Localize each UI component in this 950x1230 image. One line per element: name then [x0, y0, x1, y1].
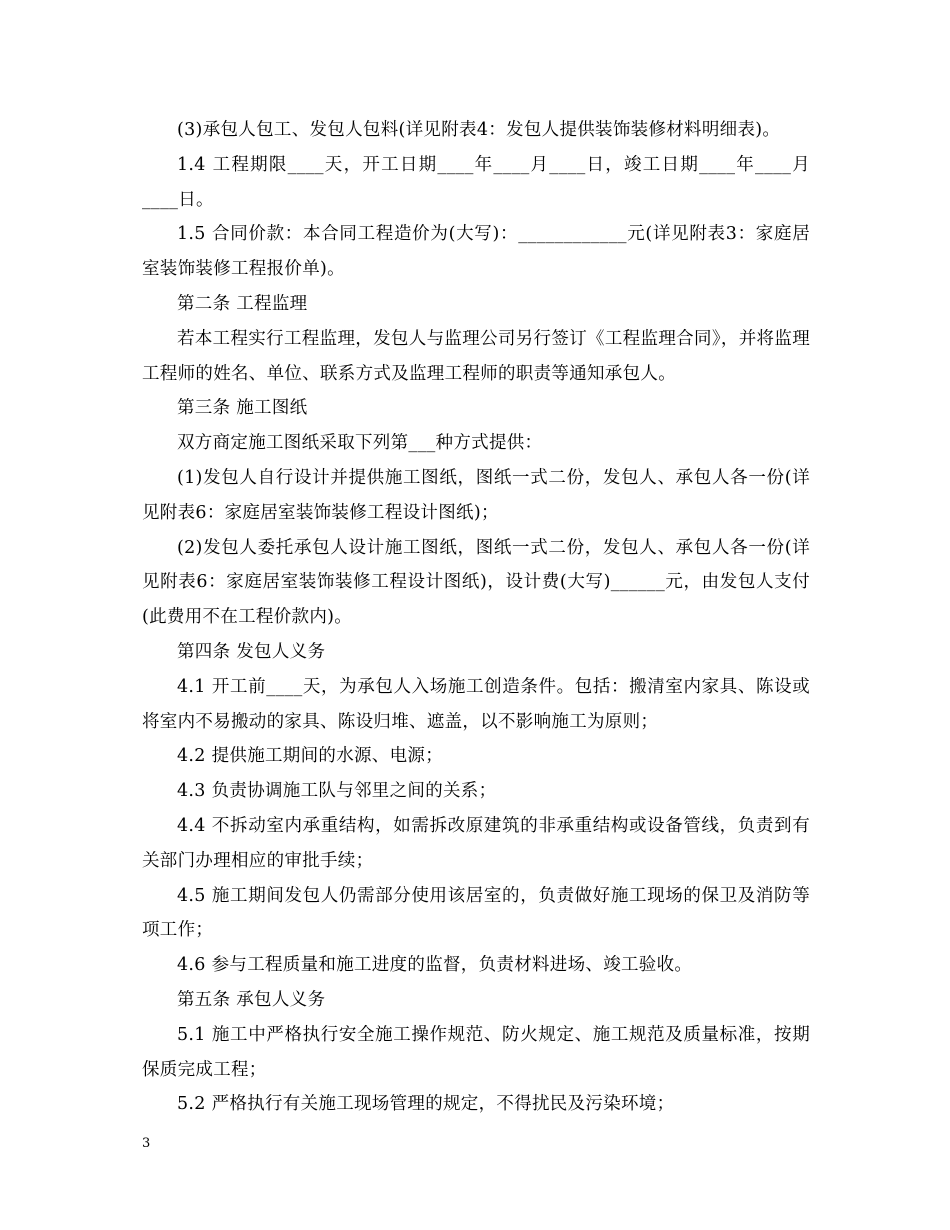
paragraph-5-1: 5.1 施工中严格执行安全施工操作规范、防火规定、施工规范及质量标准，按期保质完成工程； — [142, 1024, 810, 1080]
page-number: 3 — [142, 1136, 151, 1151]
paragraph-4-2: 4.2 提供施工期间的水源、电源； — [177, 746, 443, 767]
paragraph-drawing-option-1: (1)发包人自行设计并提供施工图纸，图纸一式二份，发包人、承包人各一份(详见附表6：家庭居室装饰装修工程设计图纸)； — [142, 467, 810, 523]
body-text — [142, 113, 810, 1122]
paragraph-contractor-materials: (3)承包人包工、发包人包料(详见附表4：发包人提供装饰装修材料明细表)。 — [177, 120, 781, 140]
paragraph-1-4-duration: 1.4 工程期限____天，开工日期____年____月____日，竣工日期____年____月____日。 — [142, 154, 810, 210]
heading-article-3: 第三条 施工图纸 — [177, 398, 308, 419]
paragraph-drawing-option-2: (2)发包人委托承包人设计施工图纸，图纸一式二份，发包人、承包人各一份(详见附表6：家庭居室装饰装修工程设计图纸)，设计费(大写)______元，由发包人支付(此费用不在工程价款内)。 — [142, 537, 810, 628]
paragraph-4-6: 4.6 参与工程质量和施工进度的监督，负责材料进场、竣工验收。 — [177, 955, 693, 976]
paragraph-drawing-method: 双方商定施工图纸采取下列第___种方式提供： — [177, 433, 543, 454]
paragraph-4-5: 4.5 施工期间发包人仍需部分使用该居室的，负责做好施工现场的保卫及消防等项工作； — [142, 885, 810, 941]
paragraph-4-4: 4.4 不拆动室内承重结构，如需拆改原建筑的非承重结构或设备管线，负责到有关部门办理相应的审批手续； — [142, 815, 810, 871]
paragraph-1-5-price: 1.5 合同价款：本合同工程造价为(大写)：____________元(详见附表3：家庭居室装饰装修工程报价单)。 — [142, 224, 810, 280]
paragraph-supervision: 若本工程实行工程监理，发包人与监理公司另行签订《工程监理合同》，并将监理工程师的姓名、单位、联系方式及监理工程师的职责等通知承包人。 — [142, 328, 810, 384]
paragraph-4-1: 4.1 开工前____天，为承包人入场施工创造条件。包括：搬清室内家具、陈设或将室内不易搬动的家具、陈设归堆、遮盖，以不影响施工为原则； — [142, 676, 810, 732]
paragraph-5-2: 5.2 严格执行有关施工现场管理的规定，不得扰民及污染环境； — [177, 1094, 675, 1115]
heading-article-5: 第五条 承包人义务 — [177, 989, 326, 1010]
heading-article-4: 第四条 发包人义务 — [177, 641, 326, 662]
heading-article-2: 第二条 工程监理 — [177, 293, 308, 314]
paragraph-4-3: 4.3 负责协调施工队与邻里之间的关系； — [177, 781, 497, 802]
